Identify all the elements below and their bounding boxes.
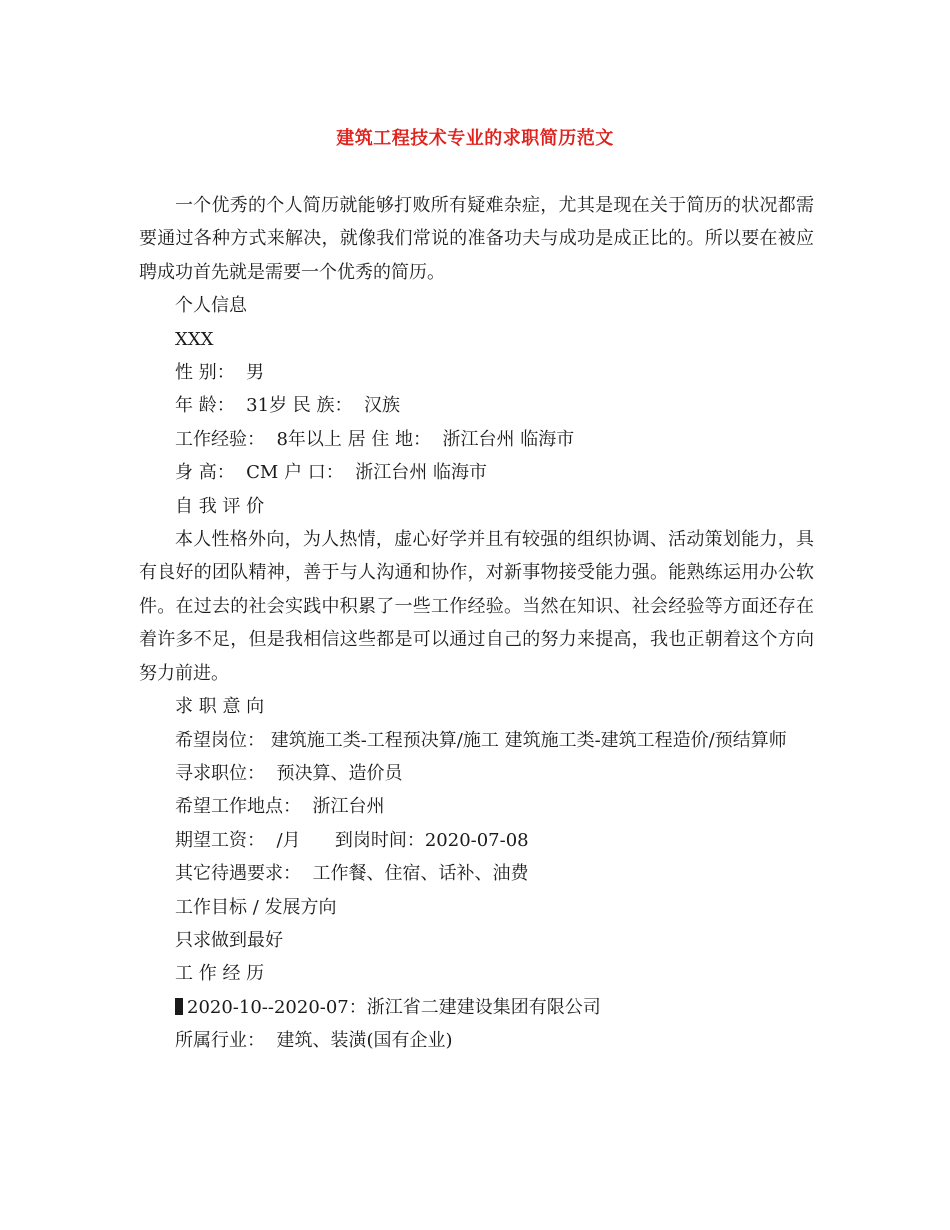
benefits-line: 其它待遇要求： 工作餐、住宿、话补、油费 [175, 863, 529, 885]
salary-line: 期望工资： /月 到岗时间：2020-07-08 [175, 829, 529, 851]
seeking-position-line: 寻求职位： 预决算、造价员 [175, 762, 403, 784]
work-location-line: 希望工作地点： 浙江台州 [175, 796, 385, 818]
age-line: 年 龄： 31岁 民 族： 汉族 [175, 395, 400, 417]
desired-position-line: 希望岗位： 建筑施工类-工程预决算/施工 建筑施工类-建筑工程造价/预结算师 [175, 729, 787, 751]
bullet-marker-icon [175, 998, 183, 1015]
industry-line: 所属行业： 建筑、装潢(国有企业) [175, 1030, 453, 1052]
self-eval-paragraph: 本人性格外向，为人热情，虚心好学并且有较强的组织协调、活动策划能力，具有良好的团队精神，善于与人沟通和协作，对新事物接受能力强。能熟练运用办公软件。在过去的社会实践中积累了一些工作经验。当然在知识、社会经验等方面还存在着许多不足，但是我相信这些都是可以通过自己的努力来提高，我也正朝着这个方向努力前进。 [139, 529, 814, 684]
document-title: 建筑工程技术专业的求职简历范文 [336, 128, 614, 149]
self-eval-heading: 自 我 评 价 [175, 495, 265, 517]
personal-info-heading: 个人信息 [175, 295, 247, 317]
intro-paragraph: 一个优秀的个人简历就能够打败所有疑难杂症，尤其是现在关于简历的状况都需要通过各种方式来解决，就像我们常说的准备功夫与成功是成正比的。所以要在被应聘成功首先就是需要一个优秀的简历。 [139, 195, 814, 283]
goal-text: 只求做到最好 [175, 929, 283, 951]
work-entry-text: 2020-10--2020-07：浙江省二建建设集团有限公司 [187, 996, 601, 1018]
experience-line: 工作经验： 8年以上 居 住 地： 浙江台州 临海市 [175, 428, 575, 450]
height-line: 身 高： CM 户 口： 浙江台州 临海市 [175, 462, 487, 484]
work-entry [139, 991, 814, 1024]
gender-line: 性 别： 男 [175, 362, 265, 384]
job-intent-heading: 求 职 意 向 [175, 696, 265, 718]
work-history-heading: 工 作 经 历 [175, 963, 265, 985]
goal-heading: 工作目标 / 发展方向 [175, 896, 337, 918]
name-line: XXX [175, 328, 214, 350]
document-body [139, 189, 814, 1058]
